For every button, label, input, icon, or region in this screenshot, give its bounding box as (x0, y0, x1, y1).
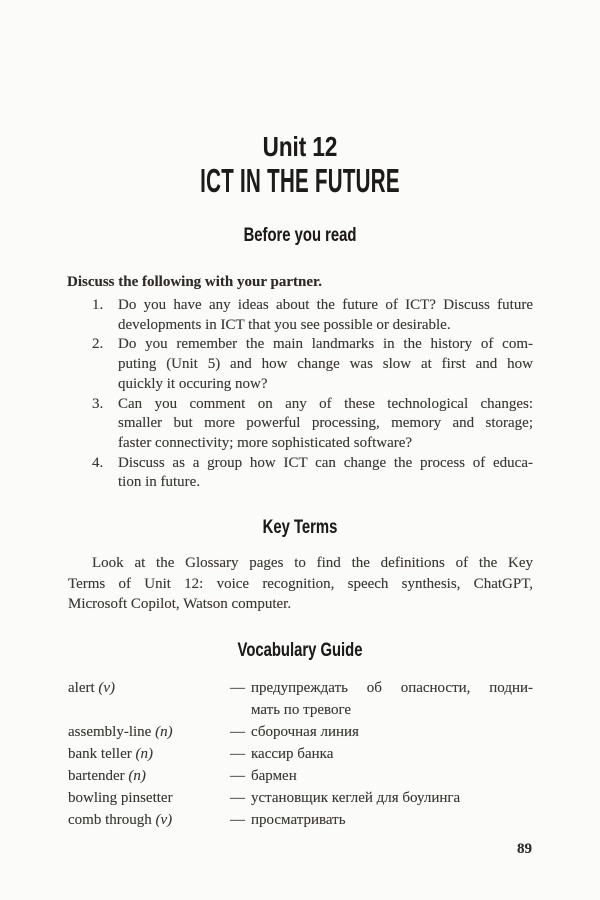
intro-text: Discuss the following with your partner. (67, 274, 323, 290)
vocab-term: assembly-line (n) (68, 724, 173, 740)
vocab-translation (230, 765, 533, 787)
vocab-pos: (n) (155, 724, 173, 740)
vocab-translation-line: — кассир банка (230, 743, 533, 765)
question-item (68, 395, 533, 454)
vocab-term: bank teller (n) (68, 746, 153, 762)
vocab-term: bartender (n) (68, 768, 146, 784)
question-item (68, 296, 533, 335)
question-line: puting (Unit 5) and how change was slow at first and how (118, 356, 533, 373)
discussion-questions (68, 296, 533, 493)
vocab-entry (68, 677, 533, 721)
question-number: 1. (92, 297, 104, 313)
vocab-entry (68, 809, 533, 831)
vocab-pos: (n) (135, 746, 153, 762)
page-number: 89 (517, 841, 532, 857)
vocab-translation-line: — просматривать (230, 809, 533, 831)
question-line: Do you remember the main landmarks in the history of com- (118, 336, 533, 353)
paragraph-line: Terms of Unit 12: voice recognition, speech synthesis, ChatGPT, (68, 575, 533, 592)
question-line: smaller but more powerful processing, memory and storage; (118, 415, 533, 432)
vocab-dash: — (230, 790, 245, 806)
vocab-entry (68, 765, 533, 787)
question-number: 4. (92, 454, 104, 471)
vocab-translation-line: — предупреждать об опасности, подни- (230, 677, 533, 699)
vocab-translation (230, 677, 533, 721)
unit-title: ICT IN THE FUTURE (200, 162, 400, 199)
question-item (68, 335, 533, 394)
question-line: tion in future. (118, 474, 201, 491)
key-terms-paragraph (68, 553, 533, 615)
section-heading-before-you-read: Before you read (243, 225, 357, 246)
vocab-dash: — (230, 812, 245, 828)
vocab-translation (230, 809, 533, 831)
vocab-entry (68, 721, 533, 743)
question-line: faster connectivity; more sophisticated software? (118, 434, 413, 451)
vocab-pos: (v) (155, 812, 173, 828)
vocab-translation-line: — установщик кеглей для боулинга (230, 787, 533, 809)
vocab-entry (68, 743, 533, 765)
paragraph-line: Look at the Glossary pages to find the definitions of the Key (92, 555, 533, 571)
vocab-dash: — (230, 680, 245, 696)
question-line: Do you have any ideas about the future of ICT? Discuss future (118, 297, 533, 313)
question-line: developments in ICT that you see possible or desirable. (118, 316, 451, 333)
vocab-dash: — (230, 746, 245, 762)
paragraph-line: Microsoft Copilot, Watson computer. (68, 596, 292, 612)
section-heading-key-terms: Key Terms (262, 517, 338, 538)
vocab-translation-line: — сборочная линия (230, 721, 533, 743)
question-line: quickly it occuring now? (118, 375, 268, 392)
vocab-dash: — (230, 768, 245, 784)
question-number: 2. (92, 336, 104, 353)
vocab-pos: (v) (98, 680, 116, 696)
vocab-translation (230, 721, 533, 743)
vocab-term: alert (v) (68, 680, 116, 696)
vocab-term: comb through (v) (68, 812, 173, 828)
question-item (68, 454, 533, 493)
question-number: 3. (92, 395, 104, 412)
vocab-translation (230, 787, 533, 809)
question-line: Can you comment on any of these technological changes: (118, 395, 533, 412)
unit-label: Unit 12 (262, 131, 338, 162)
vocab-entry (68, 787, 533, 809)
vocab-dash: — (230, 724, 245, 740)
question-line: Discuss as a group how ICT can change the process of educa- (118, 454, 533, 471)
vocab-translation (230, 743, 533, 765)
vocab-translation-line: — бармен (230, 765, 533, 787)
vocab-translation-line: мать по тревоге (251, 702, 352, 718)
section-heading-vocabulary-guide: Vocabulary Guide (237, 640, 363, 661)
vocab-term: bowling pinsetter (68, 790, 173, 806)
vocab-pos: (n) (128, 768, 146, 784)
vocabulary-list (68, 677, 533, 831)
